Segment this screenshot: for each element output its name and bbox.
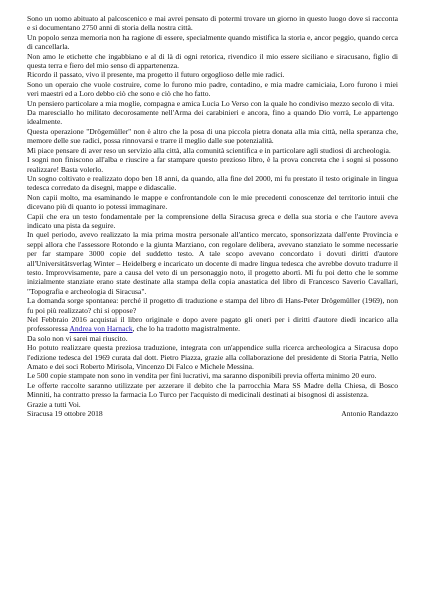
paragraph-operation: Questa operazione "Drögemüller" non è altro che la posa di una piccola pietra donata alla mia città, nella speranza che, memore delle sue radici, possa rinnovarsi e trarre il meglio dalle sue potenzialità. (27, 126, 398, 146)
place-date: Siracusa 19 ottobre 2018 (27, 409, 103, 419)
paragraph-worker: Sono un operaio che vuole costruire, come lo furono mio padre, contadino, e mia madre camiciaia, Loro furono i miei veri maestri ed a Loro debbo ciò che sono e ciò che ho fatto. (27, 79, 398, 99)
paragraph-service: Mi piace pensare di aver reso un servizio alla città, alla comunità scientifica e in particolare agli studiosi di archeologia. (27, 145, 391, 155)
paragraph-wife: Un pensiero particolare a mia moglie, compagna e amica Lucia Lo Verso con la quale ho condiviso mezzo secolo di vita. (27, 98, 395, 108)
paragraph-fundamental: Capii che era un testo fondamentale per la comprensione della Siracusa greca e della sua storia e che l'autore aveva indicato una pista da seguire. (27, 211, 398, 230)
paragraph-carabinieri: Da maresciallo ho militato decorosamente nell'Arma dei carabinieri e ancora, fino a quando Dio vorrà, Le appartengo idealmente. (27, 108, 398, 127)
paragraph-purchase (27, 315, 398, 334)
paragraph-memory: Un popolo senza memoria non ha ragione di essere, specialmente quando mistifica la storia e, ancor peggio, quando cerca di cancellarla. (27, 32, 398, 52)
paragraph-thanks: Grazie a tutti Voi. (27, 399, 81, 409)
paragraph-labels: Non amo le etichette che ingabbiano e al di là di ogni retorica, rivendico il mio essere siciliano e siracusano, figlio di questa terra e fiero del mio senso di appartenenza. (27, 51, 398, 71)
author-name: Antonio Randazzo (341, 409, 398, 419)
signature-line (27, 409, 398, 418)
paragraph-collaboration: Ho potuto realizzare questa preziosa traduzione, integrata con un'appendice sulla ricerca archeologica a Siracusa dopo l'edizione tedesca del 1969 curata dal dott. Pietro Piazza, grazie alla collaborazione del presidente di Storia Patria, Nello Amato e dei soci Roberto Mirisola, Vincenzo Di Falco e Michele Messina. (27, 343, 398, 372)
paragraph-copies: Le 500 copie stampate non sono in vendita per fini lucrativi, ma saranno disponibili previa offerta minimo 20 euro. (27, 371, 377, 381)
paragraph-offers: Le offerte raccolte saranno utilizzate per azzerare il debito che la parrocchia Mara SS Madre della Chiesa, di Bosco Minniti, ha contratto presso la farmacia Lo Turco per l'acquisto di medicinali destinati ai bisognosi di assistenza. (27, 380, 398, 400)
purchase-text-before: Nel Febbraio 2016 acquistai il libro originale e dopo avere pagato gli oneri per i diritti d'autore diedi incarico alla professoressa (27, 315, 398, 334)
paragraph-18-years: Un sogno coltivato e realizzato dopo ben 18 anni, da quando, alla fine del 2000, mi fu prestato il testo originale in lingua tedesca corredato da disegni, mappe e didascalie. (27, 173, 398, 193)
paragraph-alone: Da solo non vi sarei mai riuscito. (27, 333, 128, 343)
paragraph-question: La domanda sorge spontanea: perché il progetto di traduzione e stampa del libro di Hans-Peter Drögemüller (1969), non fu poi più realizzato? chi si oppose? (27, 296, 398, 315)
paragraph-dreams: I sogni non finiscono all'alba e riuscire a far stampare questo prezioso libro, è la prova concreta che i sogni si possono realizzare! Basta volerlo. (27, 155, 398, 174)
paragraph-history: In quel periodo, avevo realizzato la mia prima mostra personale all'antico mercato, sponsorizzata dall'ente Provincia e seppi allora che l'assessore Rotondo e la giunta Marziano, con regolare delibera, avevano stanziato le somme necessarie per far stampare 3000 copie del suddetto testo. A tale scopo avevano concordato i dovuti diritti d'autore all'Universitätsverlag Winter – Heidelberg e incaricato un docente di madre lingua tedesca che avrebbe dovuto tradurre il testo. Improvvisamente, pare a causa del veto di un personaggio noto, il progetto abortì. Mi fu poi detto che le somme inizialmente stanziate erano state destinate alla stampa della copia anastatica del libro di Francesco Saverio Cavallari, "Topografia e archeologia di Siracusa". (27, 230, 398, 296)
paragraph-past: Ricordo il passato, vivo il presente, ma progetto il futuro orgoglioso delle mie radici. (27, 70, 285, 80)
paragraph-maps: Non capii molto, ma esaminando le mappe e confrontandole con le mie precedenti conoscenze del territorio intuii che dicevano più di quanto io potessi immaginare. (27, 192, 398, 212)
paragraph-intro: Sono un uomo abituato al palcoscenico e mai avrei pensato di potermi trovare un giorno in questo luogo dove si racconta e si documentano 2750 anni di storia della nostra città. (27, 14, 398, 33)
translator-link[interactable]: Andrea von Harnack (69, 324, 133, 334)
purchase-text-after: , che lo ha tradotto magistralmente. (132, 324, 240, 334)
